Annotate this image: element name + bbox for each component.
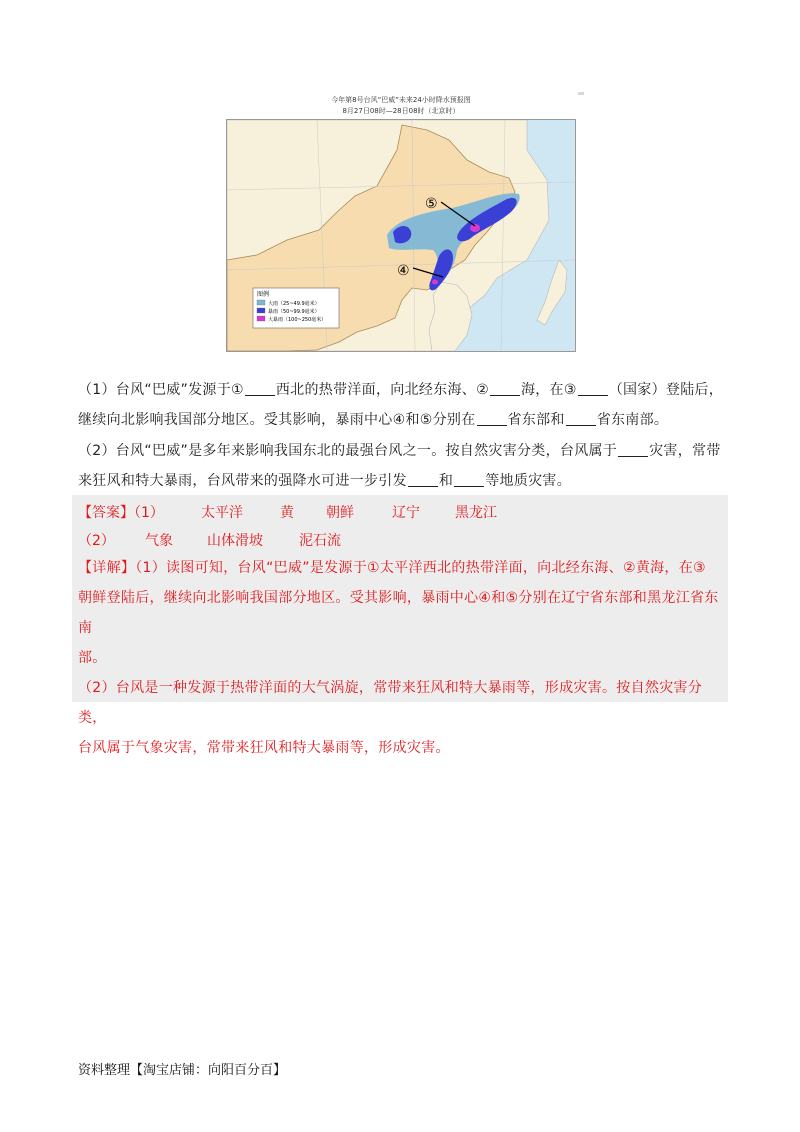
answer-section: [72, 495, 728, 756]
extreme-rainstorm-zone: [470, 224, 480, 232]
q2-text: 等地质灾害。: [485, 473, 572, 489]
extreme-rainstorm-zone: [432, 280, 438, 285]
answer-blank: [245, 381, 275, 396]
precipitation-map: [227, 120, 575, 351]
explanation-text: 朝鲜登陆后，继续向北影响我国部分地区。受其影响，暴雨中心④和⑤分别在辽宁省东部和黑龙江省东南: [78, 590, 719, 636]
legend-title: 图例: [257, 291, 270, 298]
answer-blank: [454, 472, 484, 487]
q2-text: （2）台风“巴威”是多年来影响我国东北的最强台风之一。按自然灾害分类，台风属于: [78, 443, 618, 459]
answer-item: 朝鲜: [326, 505, 354, 521]
answer-blank: [490, 381, 520, 396]
answer-item: 辽宁: [392, 505, 420, 521]
legend-item-heavy-rain: 大雨（25~49.9毫米）: [268, 301, 320, 307]
answer-item: 泥石流: [299, 533, 341, 549]
answer-item: 气象: [145, 533, 173, 549]
answer-blank: [408, 472, 438, 487]
q1-text: 西北的热带洋面，向北经东海、②: [275, 382, 489, 398]
explanation-text: 部。: [78, 650, 107, 666]
map-legend: [253, 288, 339, 328]
answer-label-2: （2）: [78, 533, 115, 549]
answer-label: 【答案】（1）: [78, 505, 164, 521]
explanation-text: （1）读图可知，台风“巴威”是发源于①太平洋西北的热带洋面，向北经东海、②黄海，在③: [135, 560, 706, 576]
explanation-text: 台风属于气象灾害，常带来狂风和特大暴雨等，形成灾害。: [78, 740, 450, 756]
answer-blank: [566, 411, 596, 426]
answer-item: 黑龙江: [455, 505, 497, 521]
typhoon-map-figure: [226, 93, 576, 351]
footer-source: 资料整理【淘宝店铺：向阳百分百】: [78, 1063, 287, 1078]
question-1: [78, 375, 728, 435]
marker-5: ⑤: [425, 196, 438, 212]
q1-text: （国家）登陆后，: [608, 382, 724, 398]
answer-blank: [618, 442, 648, 457]
map-frame: [226, 119, 576, 352]
legend-item-rainstorm: 暴雨（50~99.9毫米）: [268, 309, 320, 315]
q1-text: 省东南部。: [596, 412, 669, 428]
answer-blank: [477, 411, 507, 426]
q2-text: 灾害，常带: [649, 443, 721, 459]
map-subtitle: 8月27日08时—28日08时（北京时）: [342, 107, 460, 115]
q1-text: 省东部和: [507, 412, 565, 428]
question-2: [78, 436, 728, 496]
explanation: [78, 553, 723, 763]
explanation-text: （2）台风是一种发源于热带洋面的大气涡旋，常带来狂风和特大暴雨等，形成灾害。按自然灾害分类，: [78, 680, 703, 726]
legend-item-extreme-rainstorm: 大暴雨（100~250毫米）: [268, 317, 327, 323]
q1-text: 继续向北影响我国部分地区。受其影响，暴雨中心④和⑤分别在: [78, 412, 476, 428]
q1-text: （1）台风“巴威”发源于①: [78, 382, 244, 398]
answer-blank: [578, 381, 608, 396]
corner-mark: [578, 92, 584, 95]
q2-text: 来狂风和特大暴雨，台风带来的强降水可进一步引发: [78, 473, 407, 489]
map-title: 今年第8号台风“巴威”未来24小时降水预报图: [331, 96, 471, 104]
answer-item: 黄: [280, 505, 294, 521]
answer-item: 山体滑坡: [207, 533, 263, 549]
marker-4: ④: [397, 263, 410, 279]
answer-item: 太平洋: [201, 505, 243, 521]
q2-text: 和: [438, 473, 454, 489]
explanation-label: 【详解】: [78, 560, 136, 576]
q1-text: 海，在③: [520, 382, 577, 398]
